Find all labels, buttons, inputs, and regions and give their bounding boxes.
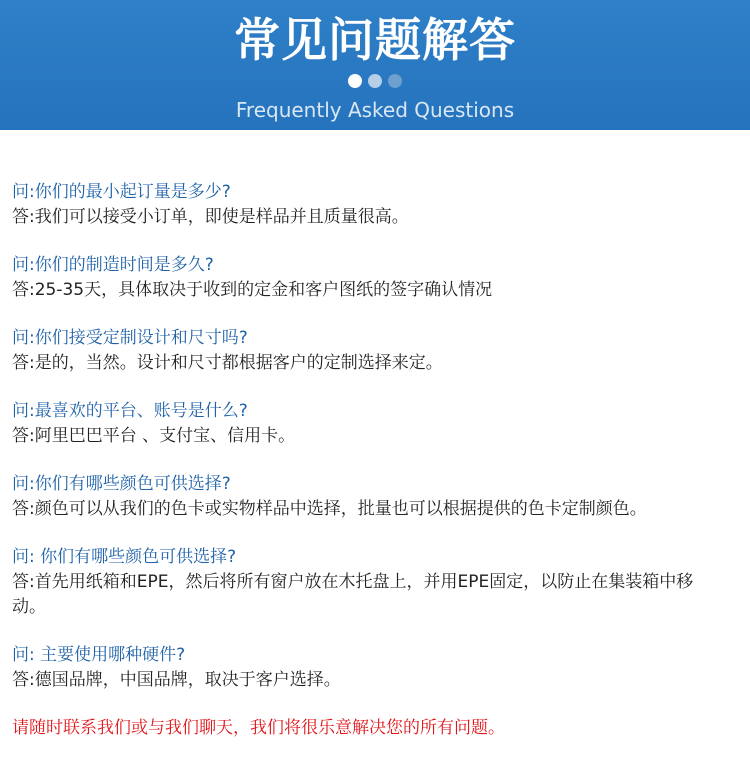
faq-answer: 答:颜色可以从我们的色卡或实物样品中选择，批量也可以根据提供的色卡定制颜色。: [12, 499, 647, 519]
dot-icon: [348, 74, 362, 88]
faq-item: [12, 545, 750, 620]
faq-question: 问:你们接受定制设计和尺寸吗?: [12, 328, 248, 348]
faq-item: [12, 643, 750, 693]
closing-message: 请随时联系我们或与我们聊天，我们将很乐意解决您的所有问题。: [12, 718, 505, 738]
page-subtitle: Frequently Asked Questions: [235, 98, 515, 122]
faq-item: [12, 253, 750, 303]
faq-answer: 答:25-35天，具体取决于收到的定金和客户图纸的签字确认情况: [12, 280, 493, 300]
faq-answer: 答:是的，当然。设计和尺寸都根据客户的定制选择来定。: [12, 353, 443, 373]
faq-question: 问:最喜欢的平台、账号是什么?: [12, 401, 248, 421]
decorative-dots: [0, 74, 750, 90]
faq-question: 问:你们的最小起订量是多少?: [12, 182, 231, 202]
faq-question: 问: 你们有哪些颜色可供选择?: [12, 547, 237, 567]
faq-item: [12, 326, 750, 376]
faq-question: 问: 主要使用哪种硬件?: [12, 645, 186, 665]
faq-answer: 答:德国品牌，中国品牌，取决于客户选择。: [12, 670, 341, 690]
dot-icon: [368, 74, 382, 88]
faq-answer: 答:首先用纸箱和EPE，然后将所有窗户放在木托盘上，并用EPE固定，以防止在集装箱中移动。: [12, 572, 694, 617]
faq-item: [12, 399, 750, 449]
faq-list: [12, 180, 750, 741]
faq-answer: 答:阿里巴巴平台 、支付宝、信用卡。: [12, 426, 296, 446]
faq-question: 问:你们的制造时间是多久?: [12, 255, 214, 275]
header-banner: [0, 0, 750, 130]
dot-icon: [388, 74, 402, 88]
faq-answer: 答:我们可以接受小订单，即使是样品并且质量很高。: [12, 207, 409, 227]
faq-item: [12, 180, 750, 230]
page-title: 常见问题解答: [234, 13, 516, 67]
faq-question: 问:你们有哪些颜色可供选择?: [12, 474, 231, 494]
faq-item: [12, 472, 750, 522]
